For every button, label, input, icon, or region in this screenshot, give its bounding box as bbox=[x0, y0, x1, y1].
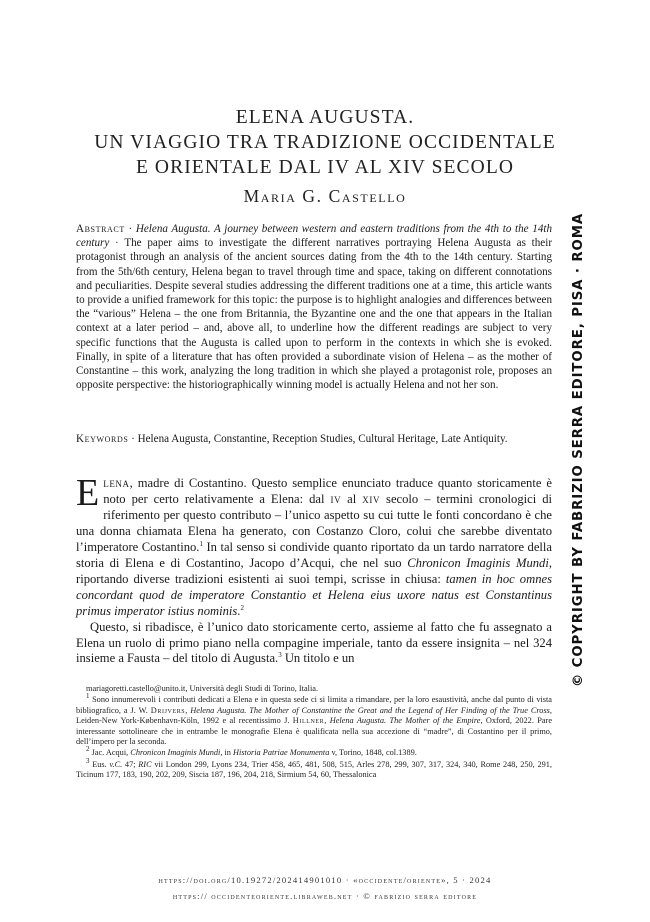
author-name: Maria G. Castello bbox=[243, 186, 407, 206]
p1-text-d: In tal senso si condivide quanto riportato da un tardo narratore della storia di Elena e di Costantino, Jacopo d’Acqui, che nel suo bbox=[76, 539, 553, 570]
website-footer[interactable]: https:// occidenteoriente.libraweb.net · © fabrizio serra editore bbox=[172, 891, 478, 901]
p1-text-e: , riportando diverse tradizioni esistenti ai suoi tempi, scrisse in chiusa: bbox=[76, 555, 552, 586]
fn2-text-b: , in bbox=[220, 748, 234, 758]
latin-quote: tamen in hoc omnes concordant quod de imperatore Constantio et Helena eius uxore natus est Constantinus primus imperator istius nominis bbox=[76, 571, 552, 618]
footnote-1 bbox=[76, 692, 552, 747]
first-word: lena bbox=[103, 476, 130, 490]
drop-cap: E bbox=[76, 472, 100, 514]
keywords bbox=[76, 432, 552, 446]
fn2-title: Chronicon Imaginis Mundi bbox=[130, 748, 221, 758]
side-copyright-text: © COPYRIGHT BY FABRIZIO SERRA EDITORE, PISA · ROMA bbox=[571, 212, 586, 688]
footnote-3 bbox=[76, 757, 552, 781]
fn2-text-a: Jac. Acqui, bbox=[91, 748, 131, 758]
doi-footer[interactable]: https://doi.org/10.19272/202414901010 · «occidente/oriente», 5 · 2024 bbox=[158, 875, 492, 885]
fn1-author-hillner: Hillner bbox=[292, 716, 325, 726]
title-line-3: E ORIENTALE DAL IV AL XIV SECOLO bbox=[135, 157, 515, 178]
p2-text-a: Questo, si ribadisce, è l’unico dato storicamente certo, assieme al fatto che fu assegnato a Elena un ruolo di primo piano nella compagine imperiale, tanto da essere insignita – nel 324 insieme a Fausta – del titolo di Augusta. bbox=[76, 619, 552, 666]
fn1-text-e: , Oxford, 2022. Pare interessante sottolineare che in entrambe le monografie Elena è qualificata nella sua accezione di “madre”, di Costantino per il primo, dell’impero per la seconda. bbox=[76, 716, 552, 747]
chronicon-title: Chronicon Imaginis Mundi bbox=[407, 555, 549, 570]
keywords-sep: · bbox=[128, 433, 138, 445]
fn3-vc: v.C. bbox=[109, 759, 123, 769]
footnote-ref-3[interactable]: 3 bbox=[278, 651, 282, 660]
fn3-text-c: vii London 299, Lyons 234, Trier 458, 465, 481, 508, 515, Arles 278, 299, 307, 317, 324, 340, Rome 248, 250, 291, Ticinum 177, 183, 190, 202, 209, Siscia 187, 196, 204, 218, Sirmium 54, 60, Thessalonica bbox=[76, 759, 552, 780]
footnote-3-number: 3 bbox=[86, 757, 90, 766]
abstract-english-title: Helena Augusta. A journey between western and eastern traditions from the 4th to the 14th century bbox=[76, 223, 552, 250]
fn3-text-a: Eus. bbox=[92, 759, 110, 769]
title-line-2: UN VIAGGIO TRA TRADIZIONE OCCIDENTALE bbox=[94, 132, 556, 153]
footnotes bbox=[76, 684, 552, 782]
footnote-2 bbox=[76, 745, 552, 758]
abstract bbox=[76, 222, 552, 392]
century-xiv: xiv bbox=[362, 491, 381, 506]
article-title bbox=[60, 105, 590, 180]
footnote-ref-1[interactable]: 1 bbox=[199, 539, 203, 548]
fn1-text-c: , Leiden-New York-København-Köln, 1992 e al recentissimo J. bbox=[76, 705, 552, 726]
title-line-1: ELENA AUGUSTA. bbox=[235, 107, 415, 128]
author-affiliation: mariagoretti.castello@unito.it, Università degli Studi di Torino, Italia. bbox=[86, 684, 319, 693]
fn1-text-a: Sono innumerevoli i contributi dedicati a Elena e in questa sede ci si limita a rimandare, per la loro esaustività, anche dal punto di vista bibliografico, a J. W. bbox=[76, 695, 552, 715]
abstract-sep-2: · bbox=[109, 237, 125, 250]
century-iv: iv bbox=[330, 491, 342, 506]
p1-text-b: al bbox=[341, 491, 363, 506]
abstract-label: Abstract bbox=[76, 223, 125, 235]
keywords-text: Helena Augusta, Constantine, Reception Studies, Cultural Heritage, Late Antiquity. bbox=[137, 433, 508, 445]
footnote-1-number: 1 bbox=[86, 692, 90, 701]
p1-text-a: , madre di Costantino. Questo semplice enunciato traduce quanto storicamente è noto per certo relativamente a Elena: dal bbox=[103, 476, 552, 506]
paragraph-2 bbox=[76, 620, 552, 668]
fn1-author-drijvers: Drijvers bbox=[150, 705, 186, 715]
footnote-2-number: 2 bbox=[86, 745, 90, 754]
fn3-text-b: 47; bbox=[122, 759, 139, 769]
footnote-ref-2[interactable]: 2 bbox=[240, 603, 244, 612]
paragraph-1 bbox=[76, 472, 553, 620]
abstract-text: The paper aims to investigate the different narratives portraying Helena Augusta as their protagonist through an analysis of the ancient sources dating from the 4th to the 14th century. Starting from the 5th/6th century, Helena began to travel through time and space, taking on different connotations and peculiarities. Despite several studies addressing the different traditions one at a time, this article wants to provide a unified framework for this topic: the purpose is to highlight analogies and differences between the “various” Helena – the one from Britannia, the Byzantine one and the one that appears in the Italian context at a later period – and, above all, to underline how the different readings are subject to very specific functions that the Augusta is called upon to perform in the contexts in which she is evoked. Finally, in spite of a literature that has often provided a subordinate vision of Helena – as the mother of Constantine – this work, analyzing the long tradition in which she played a protagonist role, proposes an opposite perspective: the historiographically winning model is actually Helena and not her son. bbox=[76, 237, 553, 392]
p2-text-b: Un titolo e un bbox=[281, 651, 355, 666]
p1-text-c: secolo – termini cronologici di riferimento per questo contributo – l’unico aspetto su cui tutte le fonti concordano è che una donna chiamata Elena ha generato, con Costanzo Cloro, colui che sarebbe diventato l’imperatore Costantino. bbox=[76, 491, 552, 554]
fn1-text-d: , bbox=[324, 716, 330, 726]
fn1-title-1: Helena Augusta. The Mother of Constantine the Great and the Legend of Her Finding of the True Cross bbox=[190, 705, 550, 715]
fn2-series: Historia Patriae Monumenta bbox=[233, 748, 330, 758]
keywords-label: Keywords bbox=[76, 433, 129, 445]
fn2-text-c: v, Torino, 1848, col.1389. bbox=[329, 748, 417, 758]
fn1-title-2: Helena Augusta. The Mother of the Empire bbox=[329, 716, 481, 726]
abstract-sep: · bbox=[124, 223, 136, 235]
fn1-text-b: , bbox=[185, 705, 191, 715]
body-text bbox=[76, 472, 553, 667]
fn3-ric: RIC bbox=[138, 759, 152, 769]
p1-text-f: . bbox=[237, 603, 241, 618]
side-copyright bbox=[568, 210, 590, 690]
